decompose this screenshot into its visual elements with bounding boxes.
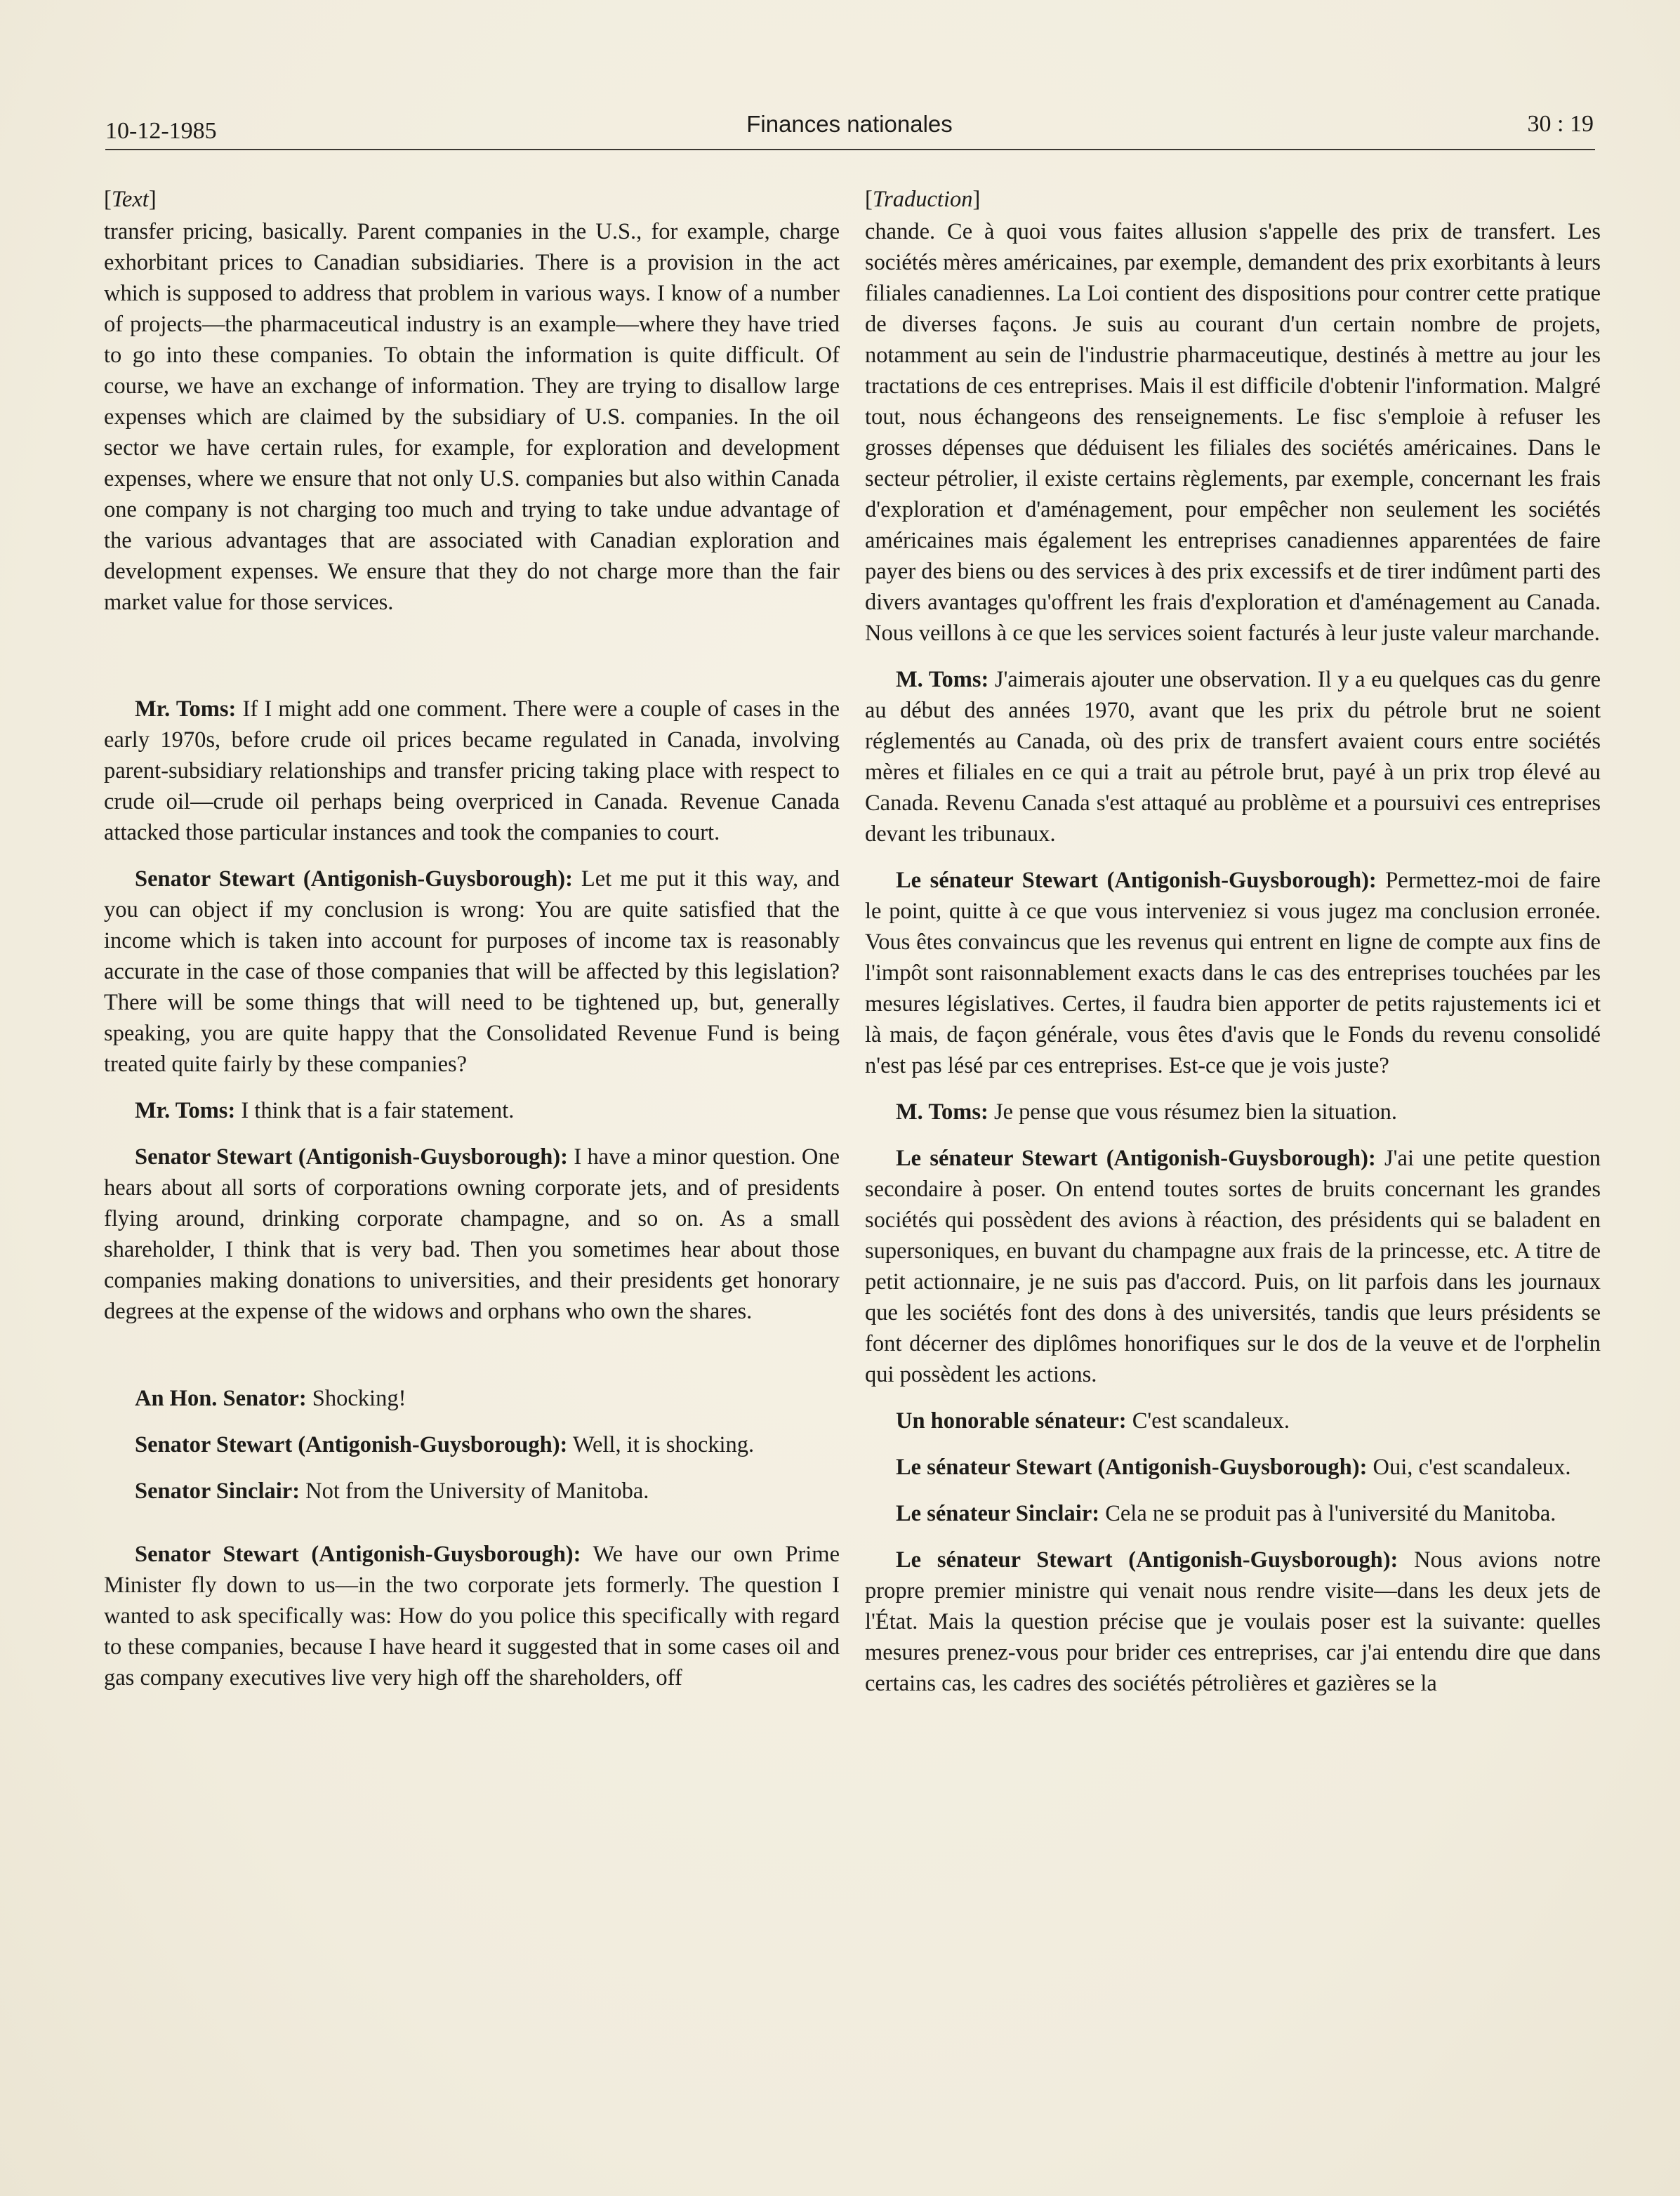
speaker: Senator Stewart (Antigonish-Guysborough): <box>135 1144 568 1170</box>
paragraph: Le sénateur Stewart (Antigonish-Guysborough): Permettez-moi de faire le point, quitte à ce que vous interveniez si vous jugez ma conclusion erronée. Vous êtes convaincus que les revenus qui entrent en ligne de compte aux fins de l'impôt sont raisonnablement exacts dans le cas des entreprises touchées par les mesures législatives. Certes, il faudra bien apporter de petits rajustements ici et là mais, de façon générale, vous êtes d'avis que le Fonds du revenu consolidé n'est pas lésé par ces entreprises. Est-ce que je vois juste? <box>865 868 1601 1078</box>
paragraph: An Hon. Senator: Shocking! <box>135 1386 406 1411</box>
paragraph: Le sénateur Stewart (Antigonish-Guysborough): Oui, c'est scandaleux. <box>896 1455 1571 1480</box>
header-rule <box>105 149 1595 150</box>
speaker: Un honorable sénateur: <box>896 1408 1127 1434</box>
header-date: 10-12-1985 <box>105 118 217 144</box>
speaker: Senator Sinclair: <box>135 1479 300 1504</box>
paragraph: M. Toms: Je pense que vous résumez bien la situation. <box>896 1099 1397 1125</box>
speaker: Le sénateur Stewart (Antigonish-Guysborough): <box>896 868 1377 893</box>
speaker: Senator Stewart (Antigonish-Guysborough): <box>135 1432 568 1457</box>
header-title: Finances nationales <box>746 111 953 137</box>
paragraph: Mr. Toms: If I might add one comment. There were a couple of cases in the early 1970s, before crude oil prices became regulated in Canada, involving parent-subsidiary relationships and transfer pricing taking place with respect to crude oil—crude oil perhaps being overpriced in Canada. Revenue Canada attacked those particular instances and took the companies to court. <box>104 696 840 845</box>
speaker: An Hon. Senator: <box>135 1386 307 1411</box>
paragraph: transfer pricing, basically. Parent companies in the U.S., for example, charge exhorbitant prices to Canadian subsidiaries. There is a provision in the act which is supposed to address that problem in various ways. I know of a number of projects—the pharmaceutical industry is an example—where they have tried to go into these companies. To obtain the information is quite difficult. Of course, we have an exchange of information. They are trying to disallow large expenses which are claimed by the subsidiary of U.S. companies. In the oil sector we have certain rules, for example, for exploration and development expenses, where we ensure that not only U.S. companies but also within Canada one company is not charging too much and trying to take undue advantage of the various advantages that are associated with Canadian exploration and development expenses. We ensure that they do not charge more than the fair market value for those services. <box>104 219 840 615</box>
page-header <box>105 111 1594 150</box>
speaker: Senator Stewart (Antigonish-Guysborough): <box>135 866 573 892</box>
speaker: Mr. Toms: <box>135 1098 236 1123</box>
traduction-tag: [Traduction] <box>865 187 981 212</box>
english-column <box>104 184 840 1709</box>
paragraph: M. Toms: J'aimerais ajouter une observation. Il y a eu quelques cas du genre au début des années 1970, avant que les prix du pétrole brut ne soient réglementés au Canada, où des prix de transfert avaient cours entre sociétés mères et filiales en ce qui a trait au pétrole brut, payé à un prix trop élevé au Canada. Revenu Canada s'est attaqué au problème et a poursuivi ces entreprises devant les tribunaux. <box>865 667 1601 847</box>
paragraph: Senator Stewart (Antigonish-Guysborough): Let me put it this way, and you can object if my conclusion is wrong: You are quite satisfied that the income which is taken into account for purposes of income tax is reasonably accurate in the case of those companies that will be affected by this legislation? There will be some things that will need to be tightened up, but, generally speaking, you are quite happy that the Consolidated Revenue Fund is being treated quite fairly by these companies? <box>104 866 840 1077</box>
speaker: Le sénateur Stewart (Antigonish-Guysborough): <box>896 1146 1376 1171</box>
speaker: Le sénateur Stewart (Antigonish-Guysborough): <box>896 1455 1368 1480</box>
speaker: M. Toms: <box>896 1099 988 1125</box>
paragraph: chande. Ce à quoi vous faites allusion s'appelle des prix de transfert. Les sociétés mères américaines, par exemple, demandent des prix exorbitants à leurs filiales canadiennes. La Loi contient des dispositions pour contrer cette pratique de diverses façons. Je suis au courant d'un certain nombre de projets, notamment au sein de l'industrie pharmaceutique, destinés à mettre au jour les tractations de ces entreprises. Mais il est difficile d'obtenir l'information. Malgré tout, nous échangeons des renseignements. Le fisc s'emploie à refuser les grosses dépenses que déduisent les filiales des sociétés américaines. Dans le secteur pétrolier, il existe certains règlements, par exemple, concernant les frais d'exploration et d'aménagement, pour empêcher non seulement les sociétés américaines mais également les entreprises canadiennes apparentées de faire payer des biens ou des services à des prix excessifs et de tirer indûment parti des divers avantages qu'offrent les frais d'exploration et d'aménagement au Canada. Nous veillons à ce que les services soient facturés à leur juste valeur marchande. <box>865 219 1601 646</box>
paragraph: Senator Sinclair: Not from the University of Manitoba. <box>135 1479 649 1504</box>
paragraph: Un honorable sénateur: C'est scandaleux. <box>896 1408 1290 1434</box>
text-tag: [Text] <box>104 187 157 212</box>
paragraph: Mr. Toms: I think that is a fair statement. <box>135 1098 515 1123</box>
paragraph: Le sénateur Sinclair: Cela ne se produit pas à l'université du Manitoba. <box>896 1501 1556 1526</box>
paragraph: Senator Stewart (Antigonish-Guysborough): We have our own Prime Minister fly down to us—in the two corporate jets formerly. The question I wanted to ask specifically was: How do you police this specifically with regard to these companies, because I have heard it suggested that in some cases oil and gas company executives live very high off the shareholders, off <box>104 1542 840 1691</box>
french-column <box>865 184 1601 1714</box>
paragraph: Senator Stewart (Antigonish-Guysborough): Well, it is shocking. <box>135 1432 755 1457</box>
speaker: M. Toms: <box>896 667 989 692</box>
speaker: Mr. Toms: <box>135 696 237 722</box>
speaker: Le sénateur Sinclair: <box>896 1501 1100 1526</box>
speaker: Senator Stewart (Antigonish-Guysborough): <box>135 1542 581 1567</box>
paragraph: Le sénateur Stewart (Antigonish-Guysborough): J'ai une petite question secondaire à poser. On entend toutes sortes de bruits concernant les grandes sociétés qui possèdent des avions à réaction, des présidents qui se baladent en supersoniques, en buvant du champagne aux frais de la princesse, etc. A titre de petit actionnaire, je ne suis pas d'accord. Puis, on lit parfois dans les journaux que les sociétés font des dons à des universités, tandis que leurs présidents se font décerner des diplômes honorifiques sur le dos de la veuve et de l'orphelin qui possèdent les actions. <box>865 1146 1601 1387</box>
paragraph: Senator Stewart (Antigonish-Guysborough): I have a minor question. One hears about all sorts of corporations owning corporate jets, and of presidents flying around, drinking corporate champagne, and so on. As a small shareholder, I think that is very bad. Then you sometimes hear about those companies making donations to universities, and their presidents get honorary degrees at the expense of the widows and orphans who own the shares. <box>104 1144 840 1324</box>
header-page-number: 30 : 19 <box>1527 111 1594 137</box>
paragraph: Le sénateur Stewart (Antigonish-Guysborough): Nous avions notre propre premier ministre qui venait nous rendre visite—dans les deux jets de l'État. Mais la question précise que je voulais poser est la suivante: quelles mesures prenez-vous pour brider ces entreprises, car j'ai entendu dire que dans certains cas, les cadres des sociétés pétrolières et gazières se la <box>865 1547 1601 1696</box>
speaker: Le sénateur Stewart (Antigonish-Guysborough): <box>896 1547 1398 1573</box>
